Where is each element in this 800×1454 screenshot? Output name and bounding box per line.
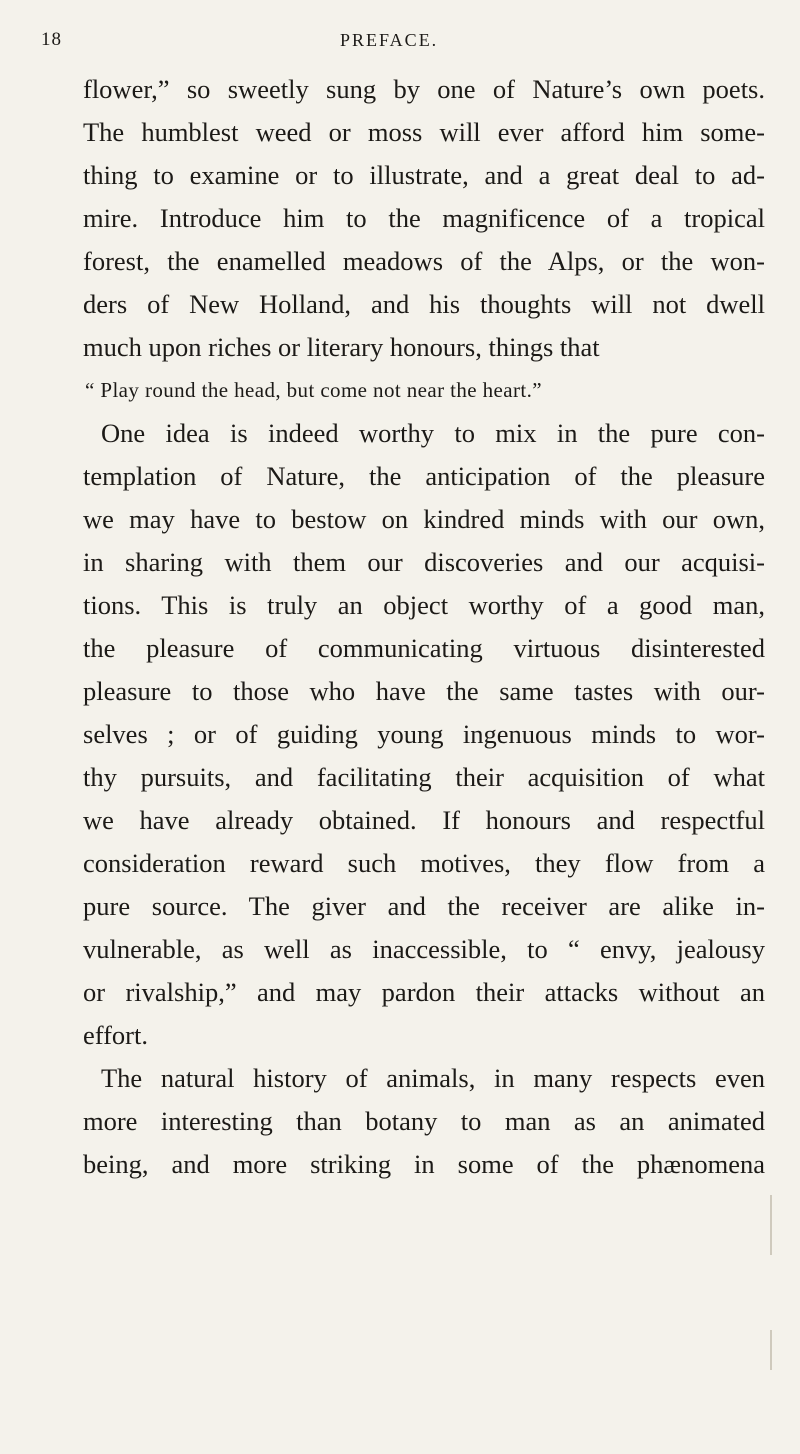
text-line: effort. [83, 1020, 148, 1050]
text-line: we may have to bestow on kindred minds with our own, [83, 504, 765, 534]
text-line: vulnerable, as well as inaccessible, to “ envy, jealousy [83, 934, 765, 964]
running-head: PREFACE. [340, 30, 439, 50]
paragraph-first-line: One idea is indeed worthy to mix in the pure con- [101, 418, 765, 448]
text-line: forest, the enamelled meadows of the Alps, or the won- [83, 246, 765, 276]
text-line: in sharing with them our discoveries and our acquisi- [83, 547, 765, 577]
text-line: The humblest weed or moss will ever afford him some- [83, 117, 765, 147]
margin-rule [770, 1330, 772, 1370]
quotation-line: “ Play round the head, but come not near the heart.” [85, 378, 542, 402]
text-line: much upon riches or literary honours, things that [83, 332, 600, 362]
text-line: selves ; or of guiding young ingenuous minds to wor- [83, 719, 765, 749]
text-line: thing to examine or to illustrate, and a great deal to ad- [83, 160, 765, 190]
text-line: ders of New Holland, and his thoughts will not dwell [83, 289, 765, 319]
text-line: thy pursuits, and facilitating their acquisition of what [83, 762, 765, 792]
text-line: more interesting than botany to man as an animated [83, 1106, 765, 1136]
text-line: templation of Nature, the anticipation of the pleasure [83, 461, 765, 491]
text-line: we have already obtained. If honours and respectful [83, 805, 765, 835]
text-line: the pleasure of communicating virtuous disinterested [83, 633, 765, 663]
text-line: pure source. The giver and the receiver are alike in- [83, 891, 765, 921]
text-line: mire. Introduce him to the magnificence of a tropical [83, 203, 765, 233]
body-text [83, 68, 765, 1186]
text-line: or rivalship,” and may pardon their attacks without an [83, 977, 765, 1007]
text-line: pleasure to those who have the same tastes with our- [83, 676, 765, 706]
page-number: 18 [41, 29, 62, 50]
text-line: being, and more striking in some of the phænomena [83, 1149, 765, 1179]
paragraph-first-line: The natural history of animals, in many respects even [101, 1063, 765, 1093]
text-line: consideration reward such motives, they flow from a [83, 848, 765, 878]
margin-rule [770, 1195, 772, 1255]
text-line: tions. This is truly an object worthy of a good man, [83, 590, 765, 620]
text-line: flower,” so sweetly sung by one of Nature’s own poets. [83, 74, 765, 104]
